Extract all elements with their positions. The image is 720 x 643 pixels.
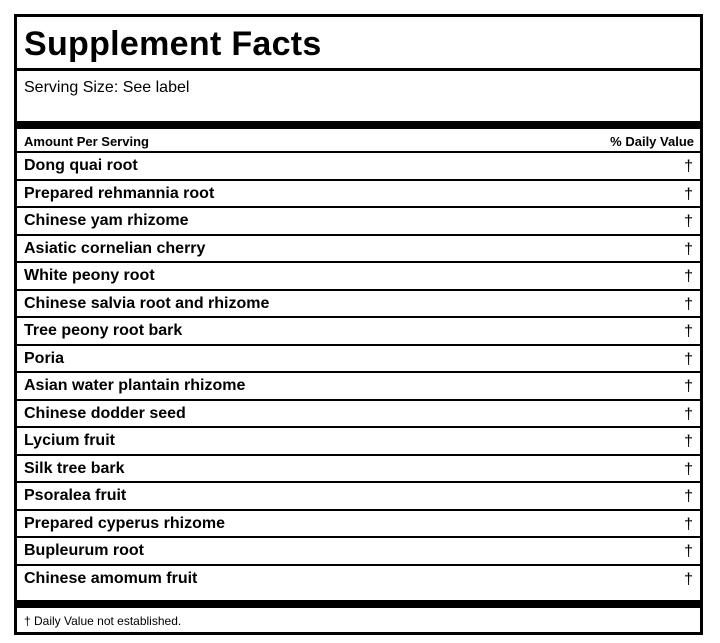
ingredient-row <box>17 536 700 564</box>
thick-divider-bottom <box>17 600 700 608</box>
supplement-facts-panel <box>14 14 703 635</box>
ingredient-name: Chinese yam rhizome <box>24 212 189 229</box>
ingredient-name: Lycium fruit <box>24 432 115 449</box>
daily-value-dagger: † <box>684 378 693 395</box>
ingredient-row <box>17 426 700 454</box>
thick-divider-top <box>17 121 700 129</box>
ingredient-name: Silk tree bark <box>24 459 125 477</box>
ingredient-row <box>17 151 700 179</box>
ingredient-name: Poria <box>24 349 65 367</box>
ingredient-row <box>17 564 700 592</box>
daily-value-dagger: † <box>684 268 693 285</box>
ingredient-name: White peony root <box>24 267 155 284</box>
ingredient-row <box>17 509 700 537</box>
ingredient-row <box>17 234 700 262</box>
daily-value-dagger: † <box>684 158 693 175</box>
daily-value-dagger: † <box>684 323 693 340</box>
daily-value-dagger: † <box>684 213 693 230</box>
ingredient-name: Dong quai root <box>24 157 138 174</box>
ingredient-row <box>17 206 700 234</box>
ingredient-row <box>17 399 700 427</box>
ingredient-list <box>17 151 700 591</box>
daily-value-dagger: † <box>684 185 693 203</box>
ingredient-name: Psoralea fruit <box>24 487 127 504</box>
daily-value-dagger: † <box>684 240 693 258</box>
ingredient-row <box>17 371 700 399</box>
footnote: † Daily Value not established. <box>24 614 182 628</box>
ingredient-row <box>17 454 700 482</box>
daily-value-dagger: † <box>684 405 693 423</box>
ingredient-name: Asian water plantain rhizome <box>24 377 246 394</box>
daily-value-header: % Daily Value <box>610 134 694 149</box>
ingredient-name: Prepared cyperus rhizome <box>24 514 225 532</box>
ingredient-name: Asiatic cornelian cherry <box>24 239 206 257</box>
daily-value-dagger: † <box>684 460 693 478</box>
ingredient-name: Bupleurum root <box>24 542 144 559</box>
panel-title: Supplement Facts <box>24 25 322 63</box>
daily-value-dagger: † <box>684 515 693 533</box>
ingredient-name: Chinese dodder seed <box>24 404 186 422</box>
daily-value-dagger: † <box>684 543 693 560</box>
ingredient-row <box>17 316 700 344</box>
ingredient-name: Chinese salvia root and rhizome <box>24 294 270 312</box>
ingredient-row <box>17 481 700 509</box>
daily-value-dagger: † <box>684 570 693 588</box>
ingredient-name: Tree peony root bark <box>24 322 183 339</box>
daily-value-dagger: † <box>684 488 693 505</box>
ingredient-row <box>17 261 700 289</box>
ingredient-name: Chinese amomum fruit <box>24 569 198 587</box>
daily-value-dagger: † <box>684 295 693 313</box>
ingredient-name: Prepared rehmannia root <box>24 184 215 202</box>
amount-per-serving-header: Amount Per Serving <box>24 134 149 149</box>
daily-value-dagger: † <box>684 350 693 368</box>
serving-size: Serving Size: See label <box>24 79 190 96</box>
ingredient-row <box>17 344 700 372</box>
ingredient-row <box>17 179 700 207</box>
ingredient-row <box>17 289 700 317</box>
daily-value-dagger: † <box>684 433 693 450</box>
title-divider <box>17 68 700 71</box>
